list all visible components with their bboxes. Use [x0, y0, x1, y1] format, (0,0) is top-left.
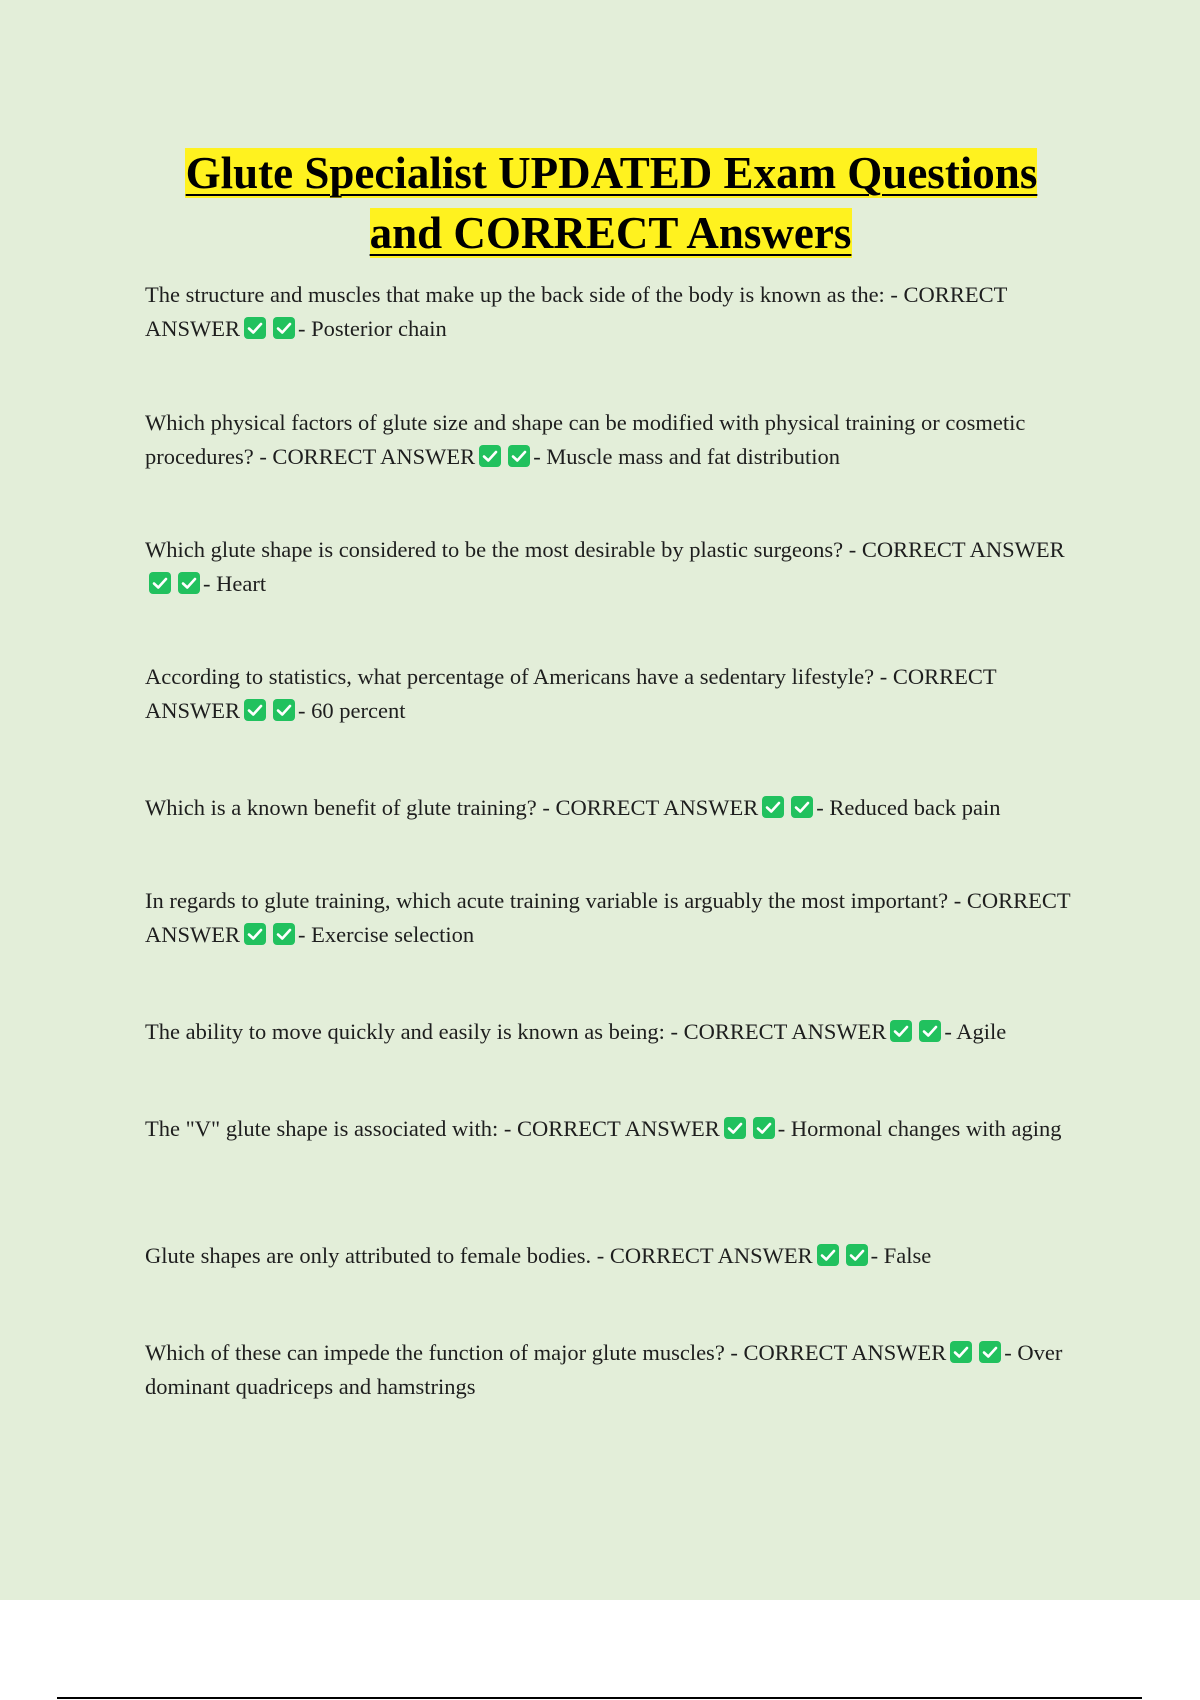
answer-text: - 60 percent [298, 698, 406, 723]
qa-item [145, 278, 1090, 346]
check-box-icon [273, 923, 295, 945]
document-title [146, 143, 1076, 263]
qa-item [145, 660, 1090, 728]
check-box-icon [817, 1244, 839, 1266]
answer-text: - Posterior chain [298, 316, 447, 341]
check-box-icon [178, 572, 200, 594]
check-box-icon [846, 1244, 868, 1266]
check-box-icon [890, 1020, 912, 1042]
answer-text: - Agile [944, 1019, 1007, 1044]
check-box-icon [508, 445, 530, 467]
answer-text: - Exercise selection [298, 922, 475, 947]
title-highlight: Glute Specialist UPDATED Exam Questions and CORRECT Answers [185, 148, 1038, 258]
question-text: The structure and muscles that make up the back side of the body is known as the: - CORRECT ANSWER [145, 282, 1007, 341]
check-box-icon [273, 317, 295, 339]
question-text: The "V" glute shape is associated with: - CORRECT ANSWER [145, 1116, 720, 1141]
question-text: Which physical factors of glute size and shape can be modified with physical training or cosmetic procedures? - CORRECT ANSWER [145, 410, 1026, 469]
question-text: Which is a known benefit of glute training? - CORRECT ANSWER [145, 795, 759, 820]
check-box-icon [149, 572, 171, 594]
qa-item [145, 1112, 1090, 1146]
check-box-icon [919, 1020, 941, 1042]
check-box-icon [753, 1117, 775, 1139]
qa-item [145, 1015, 1090, 1049]
qa-item [145, 406, 1090, 474]
question-text: Which glute shape is considered to be the most desirable by plastic surgeons? - CORRECT ANSWER [145, 537, 1065, 562]
check-box-icon [950, 1341, 972, 1363]
check-box-icon [244, 923, 266, 945]
question-text: Glute shapes are only attributed to female bodies. - CORRECT ANSWER [145, 1243, 813, 1268]
answer-text: - Reduced back pain [816, 795, 1001, 820]
qa-item [145, 1239, 1090, 1273]
answer-text: - Muscle mass and fat distribution [533, 444, 841, 469]
check-box-icon [244, 317, 266, 339]
footer-rule [57, 1697, 1142, 1699]
check-box-icon [273, 699, 295, 721]
qa-item [145, 533, 1090, 601]
check-box-icon [762, 796, 784, 818]
question-text: According to statistics, what percentage of Americans have a sedentary lifestyle? - CORRECT ANSWER [145, 664, 997, 723]
check-box-icon [244, 699, 266, 721]
answer-text: - Hormonal changes with aging [777, 1116, 1062, 1141]
answer-text: - Over dominant quadriceps and hamstrings [145, 1340, 1063, 1399]
answer-text: - Heart [203, 571, 267, 596]
check-box-icon [979, 1341, 1001, 1363]
question-text: Which of these can impede the function of major glute muscles? - CORRECT ANSWER [145, 1340, 947, 1365]
answer-text: - False [870, 1243, 932, 1268]
check-box-icon [791, 796, 813, 818]
qa-item [145, 1336, 1090, 1404]
qa-item [145, 884, 1090, 952]
check-box-icon [724, 1117, 746, 1139]
qa-item [145, 791, 1090, 825]
check-box-icon [479, 445, 501, 467]
question-text: In regards to glute training, which acute training variable is arguably the most important? - CORRECT ANSWER [145, 888, 1071, 947]
question-text: The ability to move quickly and easily is known as being: - CORRECT ANSWER [145, 1019, 887, 1044]
